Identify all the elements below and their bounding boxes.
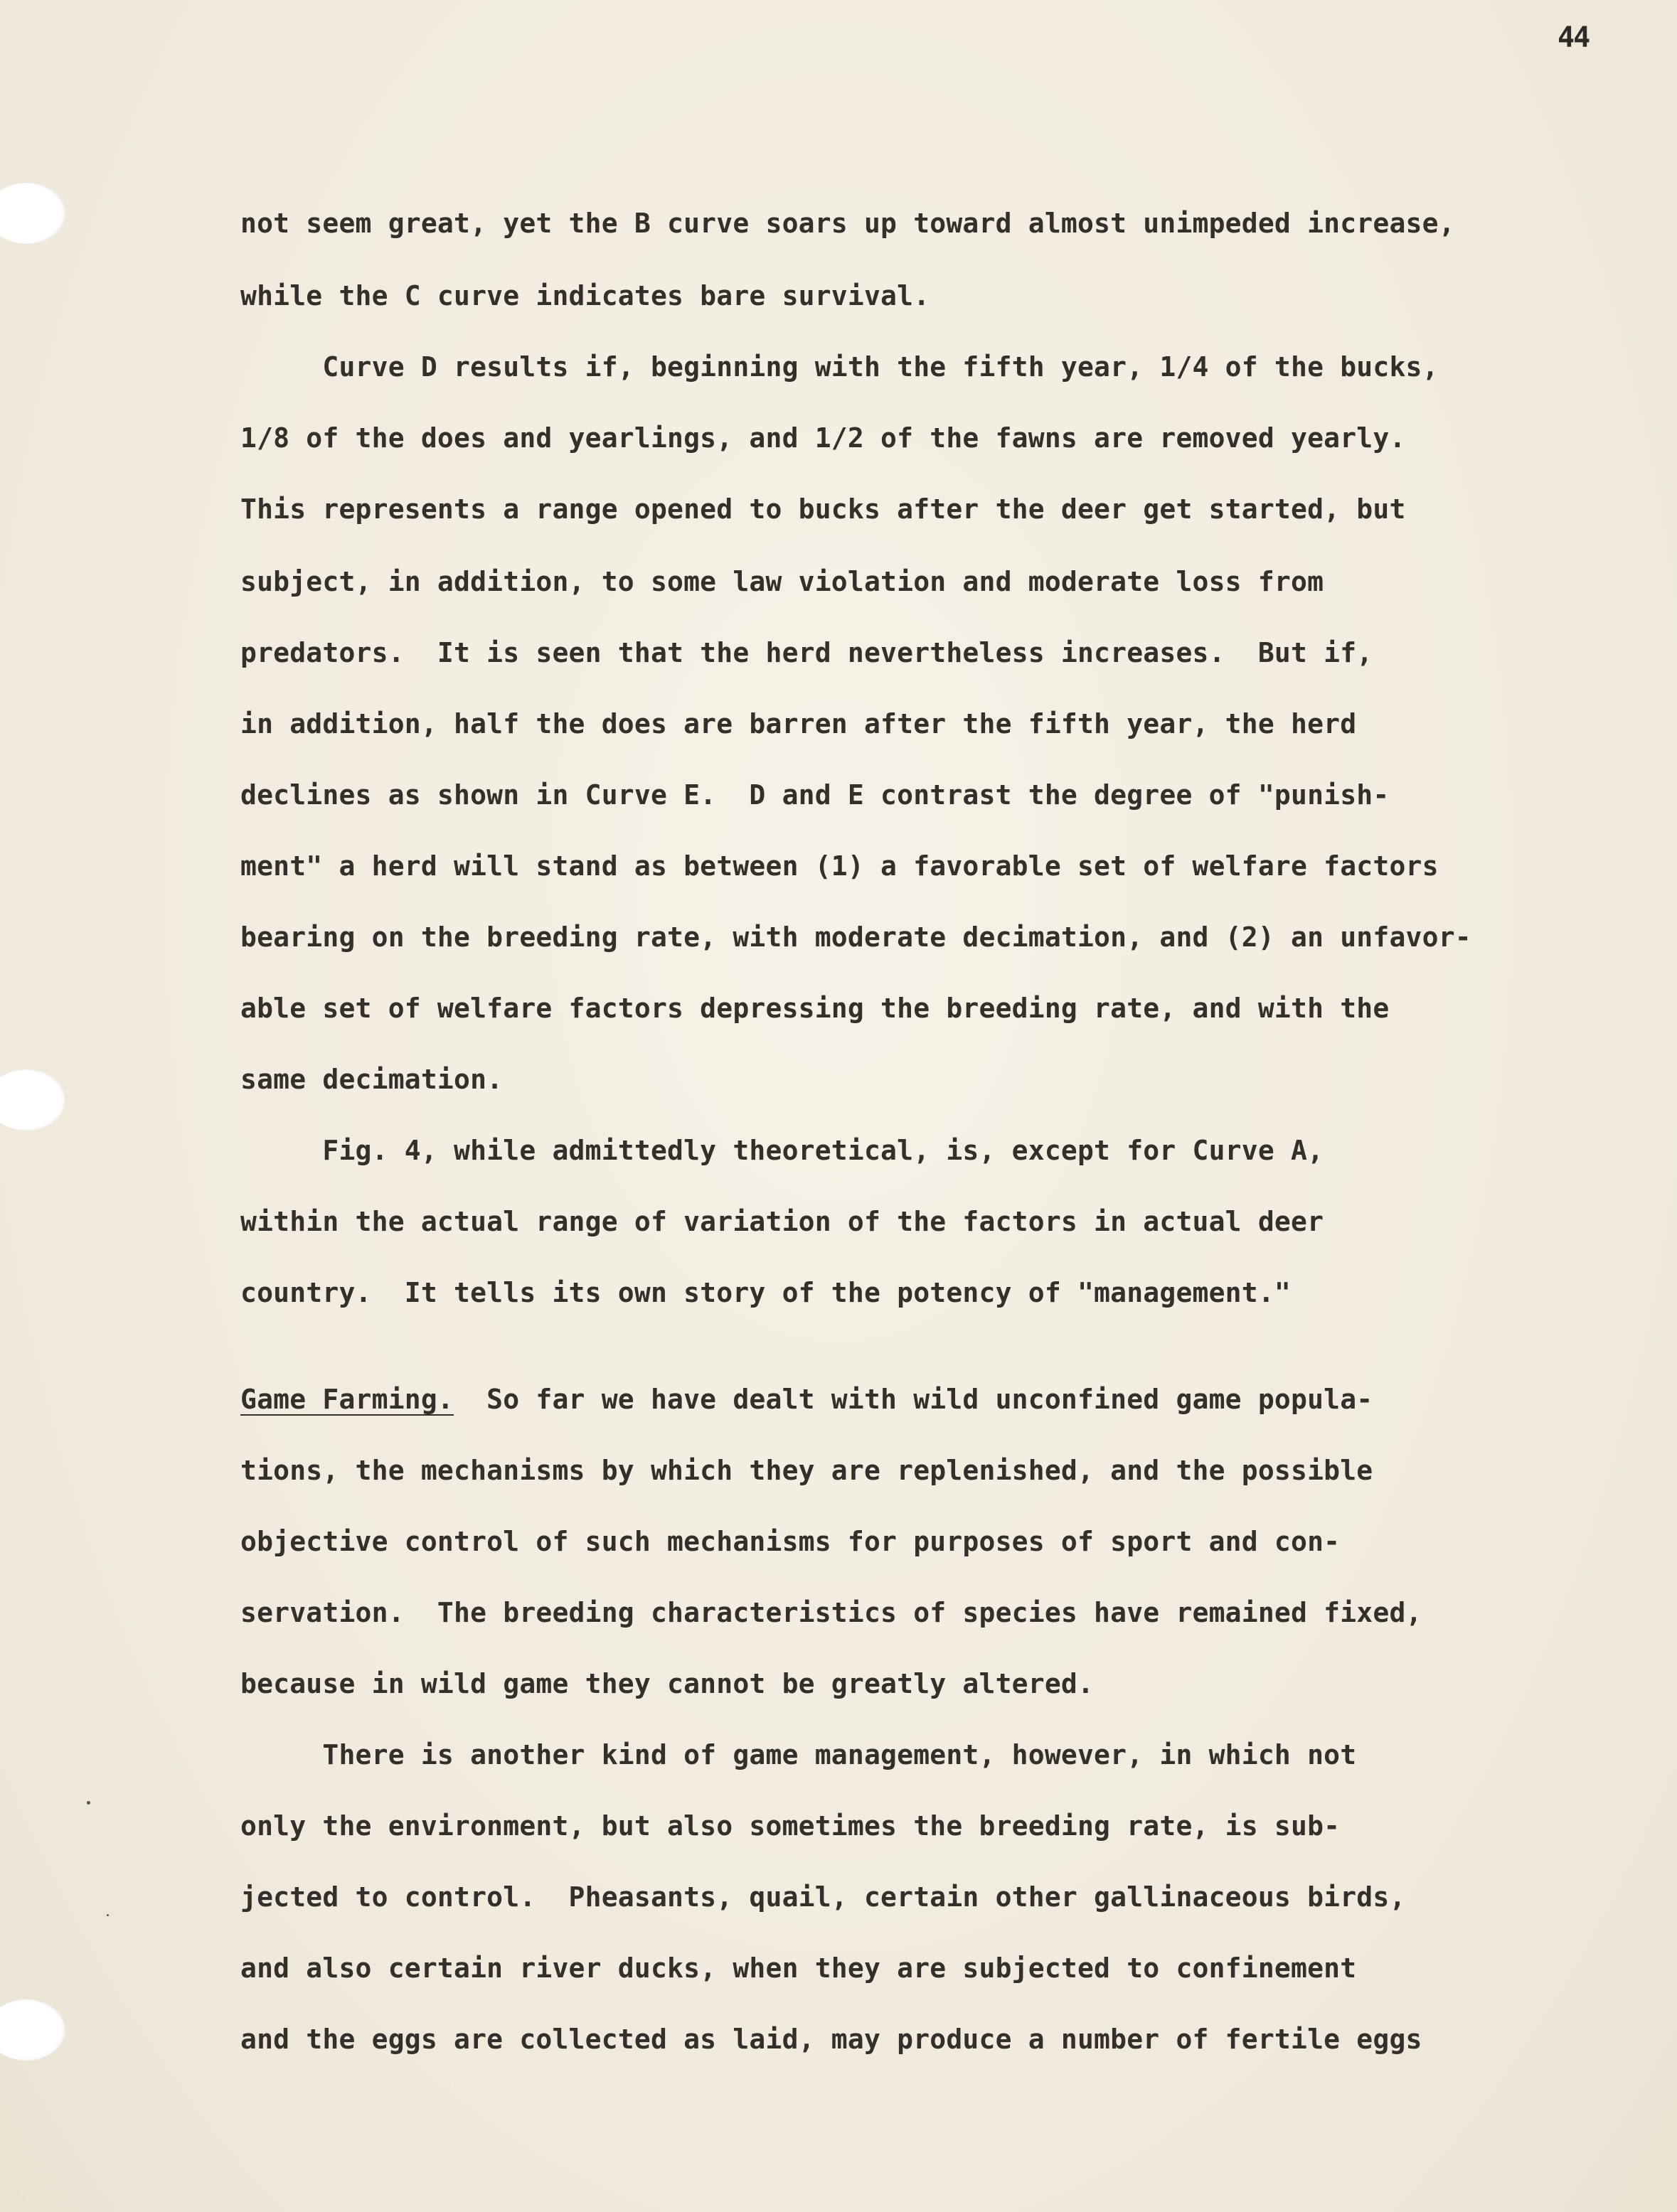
text-line: bearing on the breeding rate, with moderate decimation, and (2) an unfavor- bbox=[240, 921, 1471, 953]
text-line: ment" a herd will stand as between (1) a favorable set of welfare factors bbox=[240, 850, 1439, 882]
page-number: 44 bbox=[1558, 21, 1590, 54]
text-line: and the eggs are collected as laid, may produce a number of fertile eggs bbox=[240, 2024, 1422, 2055]
text-line: within the actual range of variation of the factors in actual deer bbox=[240, 1206, 1324, 1237]
text-line: jected to control. Pheasants, quail, certain other gallinaceous birds, bbox=[240, 1881, 1406, 1913]
punch-hole-top bbox=[0, 183, 65, 244]
punch-hole-middle bbox=[0, 1069, 65, 1131]
text-line: declines as shown in Curve E. D and E contrast the degree of "punish- bbox=[240, 779, 1390, 811]
text-line: same decimation. bbox=[240, 1064, 504, 1095]
text-line: So far we have dealt with wild unconfined game popula- bbox=[454, 1384, 1373, 1415]
text-line: tions, the mechanisms by which they are replenished, and the possible bbox=[240, 1455, 1373, 1486]
text-line: There is another kind of game management, however, in which not bbox=[240, 1739, 1357, 1770]
text-line: while the C curve indicates bare survival. bbox=[240, 280, 930, 311]
text-line: not seem great, yet the B curve soars up toward almost unimpeded increase, bbox=[240, 208, 1455, 239]
section-heading: Game Farming. bbox=[240, 1384, 454, 1415]
text-line: servation. The breeding characteristics of species have remained fixed, bbox=[240, 1597, 1422, 1628]
text-line: able set of welfare factors depressing the breeding rate, and with the bbox=[240, 993, 1390, 1024]
text-line: 1/8 of the does and yearlings, and 1/2 of the fawns are removed yearly. bbox=[240, 422, 1406, 454]
text-line: objective control of such mechanisms for purposes of sport and con- bbox=[240, 1526, 1341, 1557]
text-line: country. It tells its own story of the potency of "management." bbox=[240, 1277, 1291, 1308]
paper-speck bbox=[87, 1801, 90, 1805]
text-line: because in wild game they cannot be greatly altered. bbox=[240, 1668, 1095, 1699]
text-line: predators. It is seen that the herd nevertheless increases. But if, bbox=[240, 637, 1373, 668]
text-line: Fig. 4, while admittedly theoretical, is, except for Curve A, bbox=[240, 1135, 1324, 1166]
text-line: only the environment, but also sometimes the breeding rate, is sub- bbox=[240, 1810, 1341, 1842]
text-line: subject, in addition, to some law violation and moderate loss from bbox=[240, 566, 1324, 597]
text-line: Curve D results if, beginning with the fifth year, 1/4 of the bucks, bbox=[240, 351, 1439, 383]
game-farming-paragraph-line bbox=[240, 1384, 1373, 1415]
punch-hole-bottom bbox=[0, 1999, 65, 2061]
text-line: and also certain river ducks, when they are subjected to confinement bbox=[240, 1952, 1357, 1984]
paper-speck bbox=[107, 1914, 109, 1916]
text-line: in addition, half the does are barren after the fifth year, the herd bbox=[240, 708, 1357, 739]
text-line: This represents a range opened to bucks after the deer get started, but bbox=[240, 493, 1406, 525]
